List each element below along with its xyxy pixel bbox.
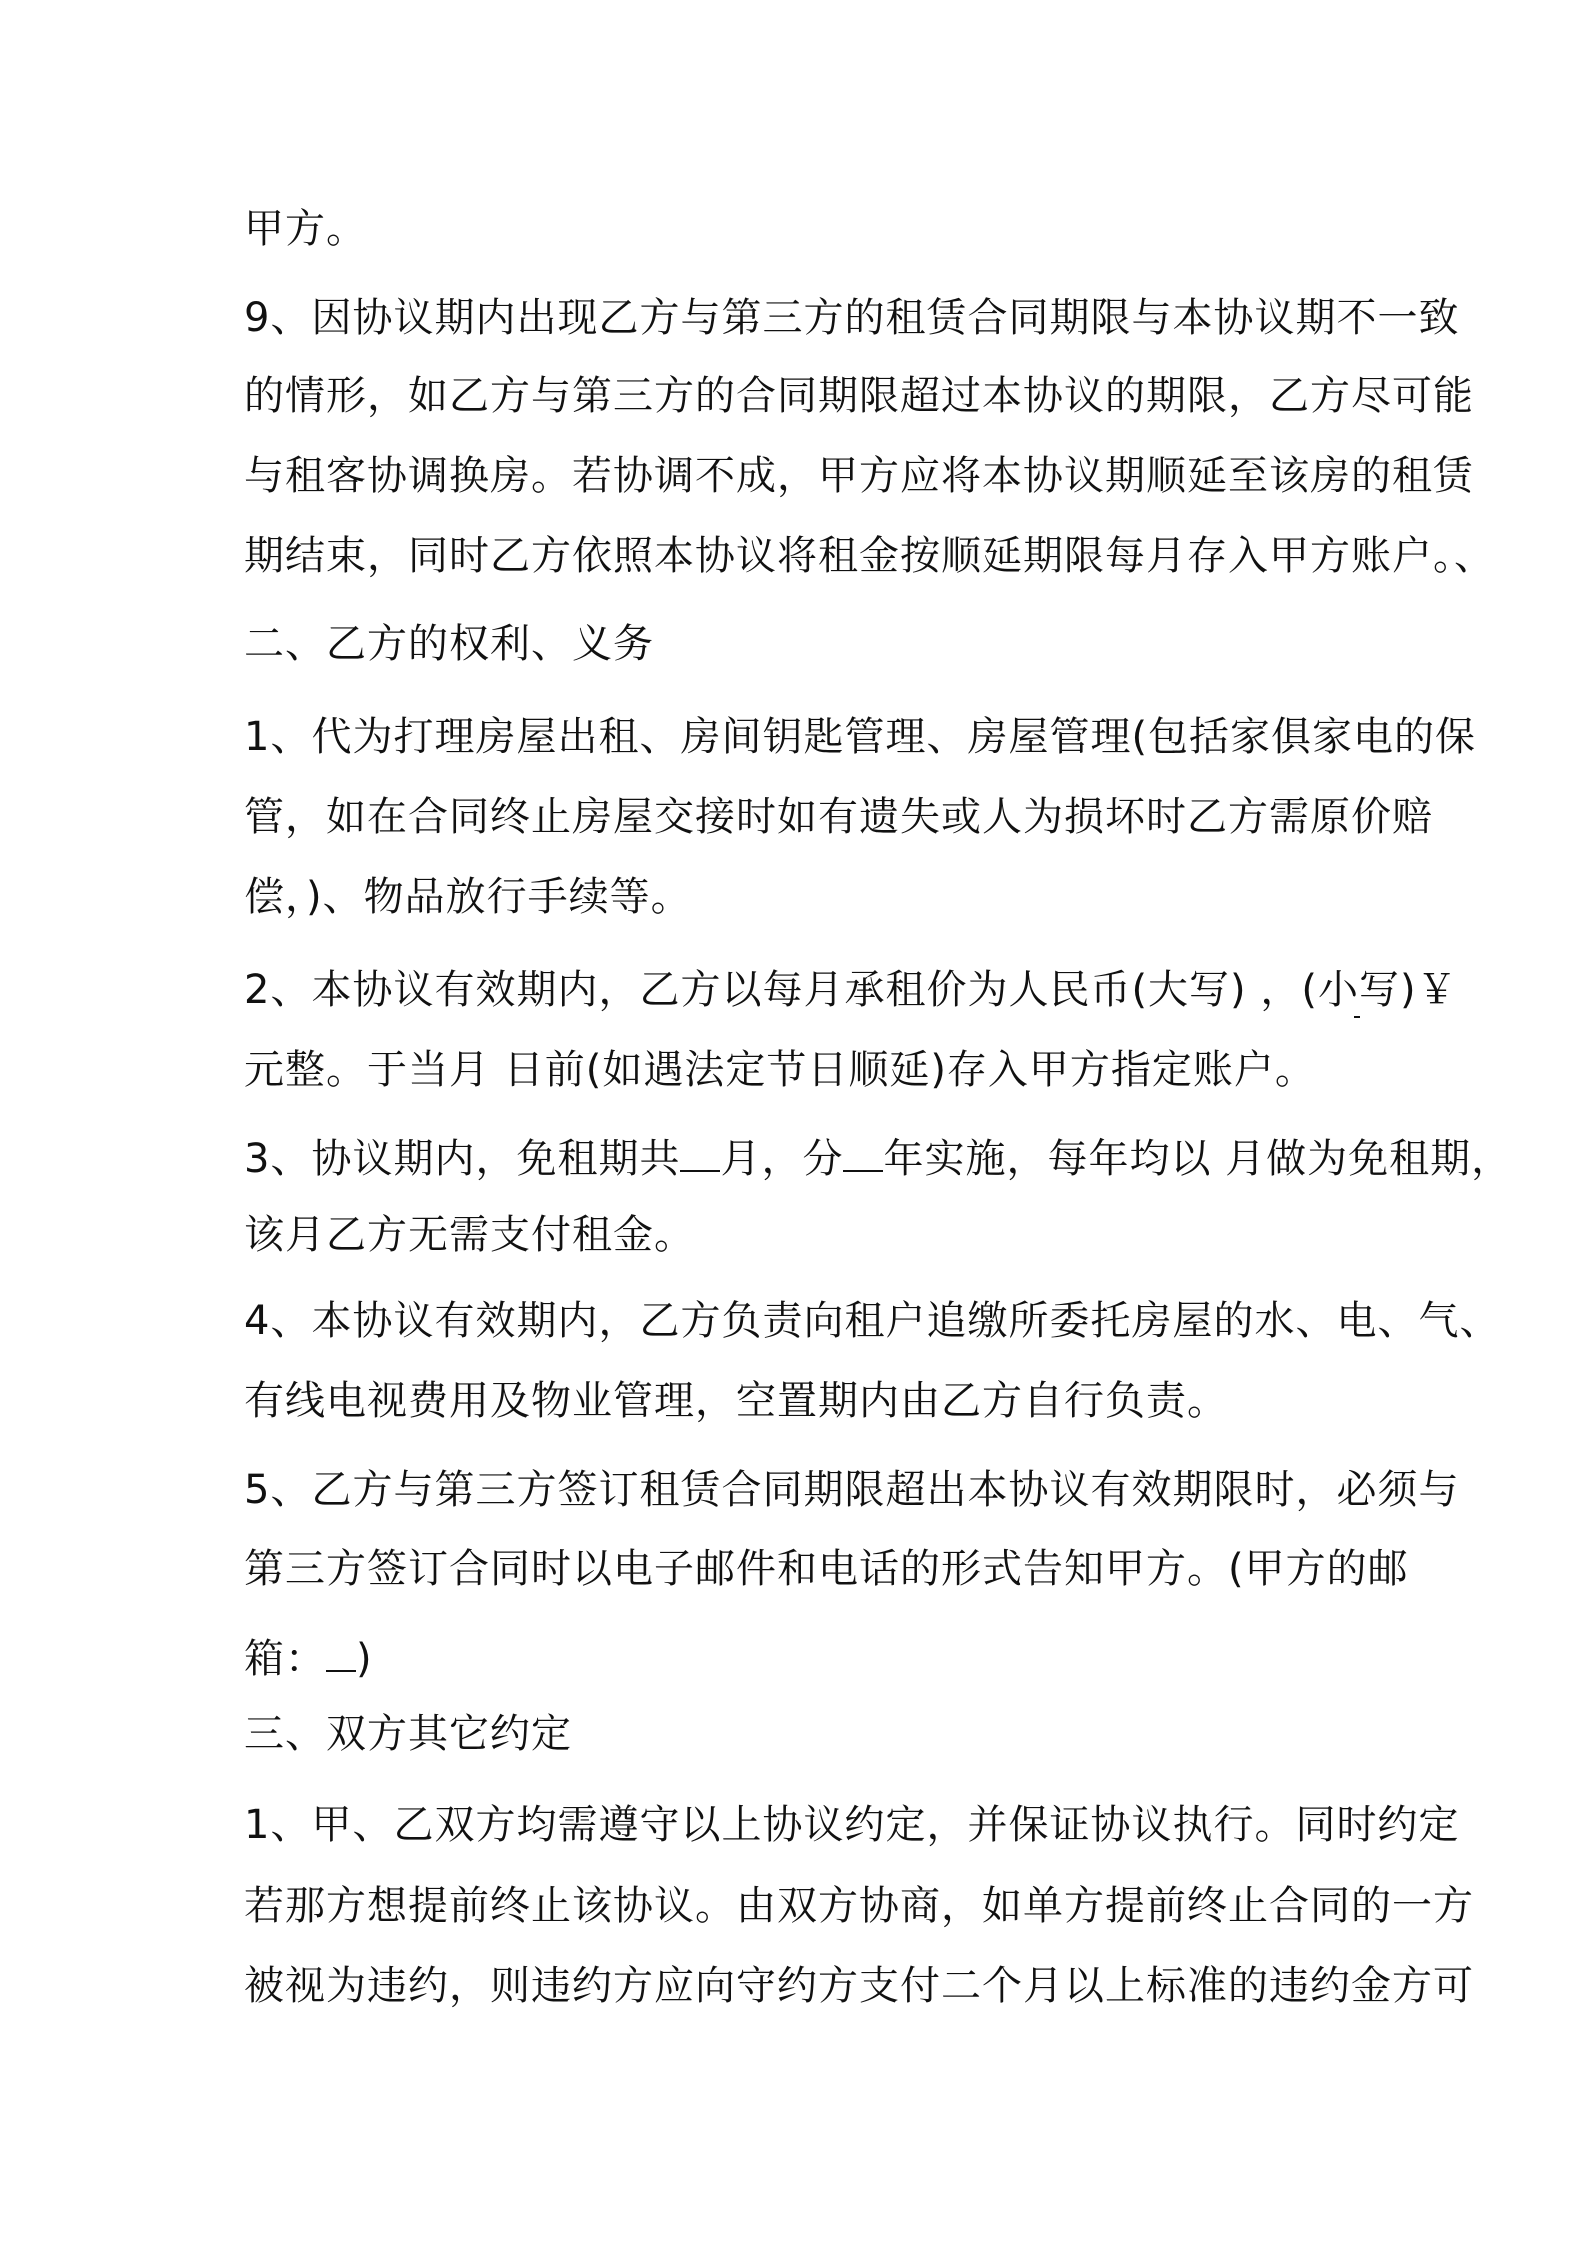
- email-blank: [326, 1632, 356, 1672]
- years-blank: [843, 1132, 883, 1172]
- section2-item5-line3: [244, 1632, 373, 1683]
- section2-item4-line1: 4、本协议有效期内，乙方负责向租户追缴所委托房屋的水、电、气、: [244, 1298, 1501, 1344]
- section2-item3-line2: 该月乙方无需支付租金。: [244, 1212, 695, 1258]
- item3-text-b: 月，分: [720, 1136, 844, 1182]
- section2-heading: 二、乙方的权利、义务: [244, 621, 654, 667]
- item3-text-a: 3、协议期内，免租期共: [244, 1136, 681, 1182]
- section2-item1-line2: 管，如在合同终止房屋交接时如有遗失或人为损坏时乙方需原价赔: [244, 794, 1433, 840]
- section2-item5-line2: 第三方签订合同时以电子邮件和电话的形式告知甲方。(甲方的邮: [244, 1546, 1409, 1592]
- section2-item3-line1: [244, 1132, 1512, 1183]
- clause9-line3: 与租客协调换房。若协调不成，甲方应将本协议期顺延至该房的租赁: [244, 453, 1474, 499]
- clause9-line4: 期结束，同时乙方依照本协议将租金按顺延期限每月存入甲方账户。、: [244, 533, 1495, 579]
- section2-item1-line1: 1、代为打理房屋出租、房间钥匙管理、房屋管理(包括家俱家电的保: [244, 714, 1477, 760]
- section3-heading: 三、双方其它约定: [244, 1711, 572, 1757]
- section2-item5-line1: 5、乙方与第三方签订租赁合同期限超出本协议有效期限时，必须与: [244, 1467, 1460, 1513]
- section3-item1-line2: 若那方想提前终止该协议。由双方协商，如单方提前终止合同的一方: [244, 1883, 1474, 1929]
- item3-text-c: 年实施，每年均以 月做为免租期，: [883, 1136, 1513, 1182]
- section2-item4-line2: 有线电视费用及物业管理，空置期内由乙方自行负责。: [244, 1378, 1228, 1424]
- section2-item1-line3: 偿，)、物品放行手续等。: [244, 874, 692, 920]
- free-months-blank: [680, 1132, 720, 1172]
- clause9-line0: 甲方。: [244, 206, 367, 252]
- section3-item1-line1: 1、甲、乙双方均需遵守以上协议约定，并保证协议执行。同时约定: [244, 1802, 1460, 1848]
- section2-item2-line2: 元整。于当月 日前(如遇法定节日顺延)存入甲方指定账户。: [244, 1047, 1316, 1093]
- blank-tick-mark: [1354, 1016, 1360, 1018]
- item5-text-b: ): [356, 1636, 373, 1682]
- clause9-line1: 9、因协议期内出现乙方与第三方的租赁合同期限与本协议期不一致: [244, 295, 1460, 341]
- item5-text-a: 箱：: [244, 1636, 326, 1682]
- clause9-line2: 的情形，如乙方与第三方的合同期限超过本协议的期限，乙方尽可能: [244, 373, 1474, 419]
- section2-item2-line1: 2、本协议有效期内，乙方以每月承租价为人民币(大写) ，(小写)￥: [244, 967, 1458, 1013]
- section3-item1-line3: 被视为违约，则违约方应向守约方支付二个月以上标准的违约金方可: [244, 1963, 1474, 2009]
